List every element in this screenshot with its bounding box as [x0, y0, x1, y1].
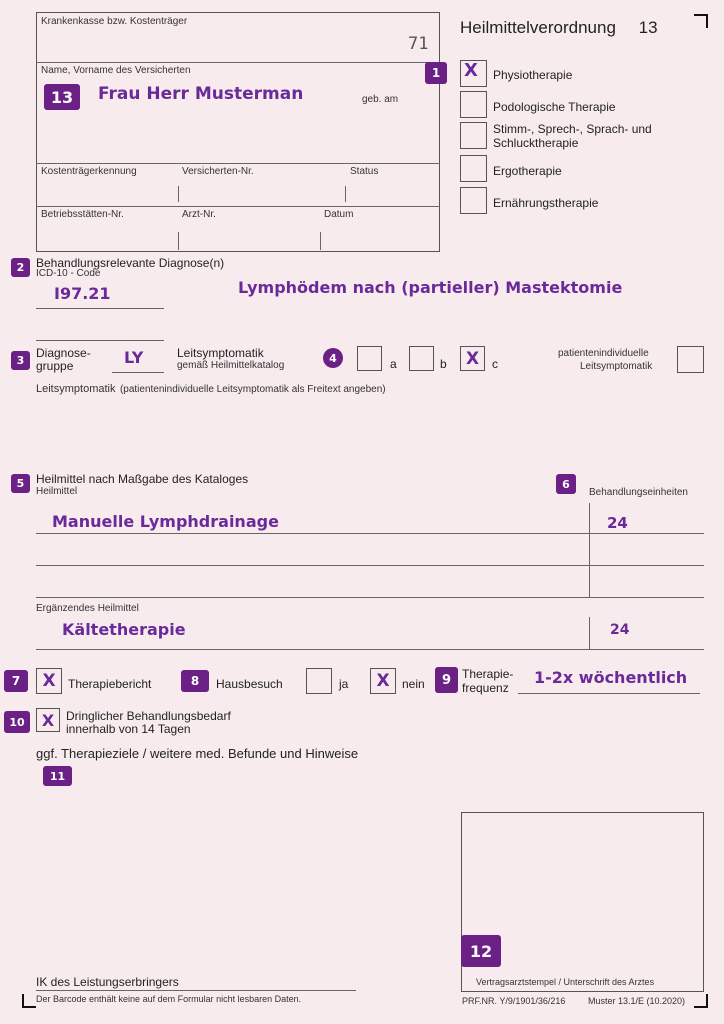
- frequenz-label-1: Therapie-: [462, 667, 514, 681]
- versicherten-nr-label: Versicherten-Nr.: [182, 166, 254, 177]
- freetext-leit-label: [36, 379, 386, 397]
- ergotherapie-label: Ergotherapie: [493, 164, 562, 178]
- patient-leit-label-1: patientenindividuelle: [558, 348, 649, 359]
- freetext-leit-title: Leitsymptomatik: [36, 383, 116, 395]
- form-title: [460, 18, 658, 38]
- corner-mark-bottom-right: [694, 994, 708, 1008]
- form-title-text: Heilmittelverordnung: [460, 18, 616, 37]
- heilmittel-title: Heilmittel nach Maßgabe des Kataloges: [36, 472, 249, 486]
- leit-c-label: c: [492, 357, 498, 371]
- badge-4: 4: [323, 348, 343, 368]
- geb-label: geb. am: [362, 94, 399, 105]
- frequenz-label-2: frequenz: [462, 681, 509, 695]
- datum-label: Datum: [324, 209, 354, 220]
- icd-underline-2: [36, 340, 164, 341]
- tick-versicherten: [178, 186, 179, 202]
- podologie-label: Podologische Therapie: [493, 100, 616, 114]
- supplement-value[interactable]: Kältetherapie: [62, 620, 186, 639]
- leit-b-label: b: [440, 357, 447, 371]
- leit-b-checkbox[interactable]: [409, 346, 434, 371]
- barcode-note: Der Barcode enthält keine auf dem Formular nicht lesbaren Daten.: [36, 994, 302, 1004]
- supplement-line: [36, 649, 704, 650]
- icd-label: ICD-10 - Code: [36, 268, 101, 279]
- frequenz-underline: [518, 693, 700, 694]
- heilmittel-line-3: [36, 597, 704, 598]
- ik-line: [36, 990, 356, 991]
- badge-8: 8: [181, 670, 209, 692]
- tick-arzt: [178, 232, 179, 250]
- stamp-label: Vertragsarztstempel / Unterschrift des Arztes: [476, 977, 655, 987]
- urgent-check-mark: X: [41, 710, 55, 730]
- kostentraeger-code[interactable]: 71: [408, 34, 429, 54]
- badge-11: 11: [43, 766, 72, 786]
- diagnose-group-underline: [112, 372, 164, 373]
- heilmittel-main-units[interactable]: 24: [607, 514, 628, 532]
- supplement-units[interactable]: 24: [610, 622, 630, 638]
- status-label: Status: [350, 166, 379, 177]
- ernaehrungstherapie-checkbox[interactable]: [460, 187, 487, 214]
- hausbesuch-nein-check-mark: X: [376, 671, 390, 691]
- form-number: 13: [638, 18, 658, 37]
- hausbesuch-nein-label: nein: [402, 677, 425, 691]
- diagnosis-title: Behandlungsrelevante Diagnose(n): [36, 256, 225, 270]
- prf-nr: PRF.NR. Y/9/1901/36/216: [462, 996, 566, 1006]
- divider-kennung: [36, 163, 440, 164]
- stimmtherapie-label: Stimm-, Sprech-, Sprach- und: [493, 122, 652, 136]
- hausbesuch-ja-checkbox[interactable]: [306, 668, 332, 694]
- corner-mark-bottom-left: [22, 994, 36, 1008]
- physiotherapie-label: Physiotherapie: [493, 68, 573, 82]
- urgent-label-1: Dringlicher Behandlungsbedarf: [66, 709, 231, 723]
- stimmtherapie-label-2: Schlucktherapie: [493, 136, 579, 150]
- badge-13: 13: [44, 84, 80, 110]
- leitsymptomatik-label-1: Leitsymptomatik: [177, 346, 264, 360]
- patient-name[interactable]: Frau Herr Musterman: [98, 84, 304, 104]
- units-column-divider: [589, 503, 590, 597]
- kostentraeger-label: Krankenkasse bzw. Kostenträger: [41, 16, 188, 27]
- podologie-checkbox[interactable]: [460, 91, 487, 118]
- badge-7: 7: [4, 670, 28, 692]
- patient-leit-label-2: Leitsymptomatik: [580, 361, 653, 372]
- betriebsstaetten-label: Betriebsstätten-Nr.: [41, 209, 124, 220]
- heilmittel-main-value[interactable]: Manuelle Lymphdrainage: [52, 512, 279, 531]
- icd-underline: [36, 308, 164, 309]
- kostentraegerkennung-label: Kostenträgerkennung: [41, 166, 137, 177]
- goals-label: ggf. Therapieziele / weitere med. Befunde und Hinweise: [36, 746, 359, 761]
- behandlungseinheiten-label: Behandlungseinheiten: [589, 487, 688, 498]
- frequenz-value[interactable]: 1-2x wöchentlich: [534, 668, 688, 687]
- therapiebericht-check-mark: X: [42, 671, 56, 691]
- ergotherapie-checkbox[interactable]: [460, 155, 487, 182]
- hausbesuch-ja-label: ja: [339, 677, 349, 691]
- name-label: Name, Vorname des Versicherten: [41, 65, 191, 76]
- icd-code-value[interactable]: I97.21: [54, 284, 111, 303]
- diagnose-group-label-1: Diagnose-: [36, 346, 91, 360]
- physiotherapie-check-mark: X: [464, 60, 478, 81]
- badge-5: 5: [11, 474, 30, 493]
- corner-mark-top-right: [694, 14, 708, 28]
- badge-10: 10: [4, 711, 30, 733]
- leit-c-check-mark: X: [465, 348, 480, 369]
- freetext-leit-hint: (patientenindividuelle Leitsymptomatik als Freitext angeben): [119, 384, 386, 395]
- heilmittel-line-1: [36, 533, 704, 534]
- heilmittel-line-2: [36, 565, 704, 566]
- supplement-column-divider: [589, 617, 590, 649]
- diagnose-group-label-2: gruppe: [36, 359, 74, 373]
- arzt-nr-label: Arzt-Nr.: [182, 209, 216, 220]
- diagnosis-text-value[interactable]: Lymphödem nach (partieller) Mastektomie: [238, 278, 623, 297]
- badge-6: 6: [556, 474, 576, 494]
- heilmittel-subtitle: Heilmittel: [36, 486, 78, 497]
- tick-status: [345, 186, 346, 202]
- stimmtherapie-checkbox[interactable]: [460, 122, 487, 149]
- muster-label: Muster 13.1/E (10.2020): [588, 996, 686, 1006]
- leit-a-label: a: [390, 357, 397, 371]
- patient-leit-checkbox[interactable]: [677, 346, 704, 373]
- tick-datum: [320, 232, 321, 250]
- supplement-label: Ergänzendes Heilmittel: [36, 603, 139, 614]
- ernaehrungstherapie-label: Ernährungstherapie: [493, 196, 599, 210]
- hausbesuch-label: Hausbesuch: [216, 677, 283, 691]
- badge-2: 2: [11, 258, 30, 277]
- badge-9: 9: [435, 667, 458, 693]
- diagnose-group-value[interactable]: LY: [124, 348, 144, 367]
- leitsymptomatik-label-2: gemäß Heilmittelkatalog: [177, 360, 285, 371]
- therapiebericht-label: Therapiebericht: [68, 677, 152, 691]
- badge-3: 3: [11, 351, 30, 370]
- leit-a-checkbox[interactable]: [357, 346, 382, 371]
- urgent-label-2: innerhalb von 14 Tagen: [66, 722, 191, 736]
- divider-name: [36, 62, 440, 63]
- badge-12: 12: [461, 935, 501, 967]
- badge-1: 1: [425, 62, 447, 84]
- ik-label: IK des Leistungserbringers: [36, 975, 179, 989]
- divider-betrieb: [36, 206, 440, 207]
